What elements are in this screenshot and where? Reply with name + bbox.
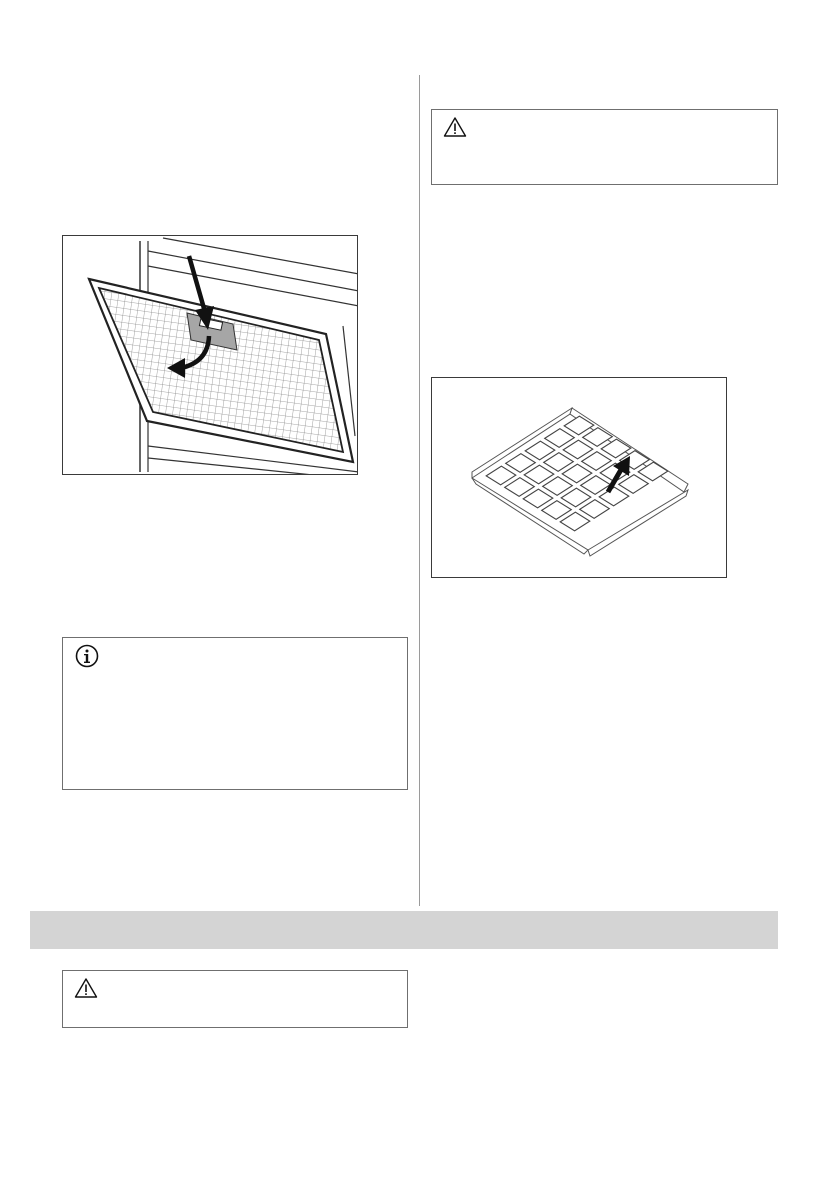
carbon-filter-figure (431, 377, 727, 578)
warning-note-box-section (62, 970, 408, 1028)
filter-grid-cell (543, 477, 573, 496)
info-note-box (62, 637, 408, 790)
filter-grid-cell (580, 500, 610, 519)
filter-grid-cell (563, 440, 593, 459)
filter-grid-cell (562, 464, 592, 483)
filter-grid-cell (561, 488, 591, 507)
filter-grid-cell (505, 478, 535, 497)
filter-grid-cell (486, 466, 516, 485)
filter-grid-cell (542, 501, 572, 520)
filter-grid-cell (506, 454, 536, 473)
filter-grid-cell (545, 429, 575, 448)
grease-filter-figure (62, 235, 358, 475)
filter-grid-cell (524, 465, 554, 484)
filter-grid-cell (525, 441, 555, 460)
filter-grid-cell (560, 512, 590, 531)
filter-grid-cell (544, 453, 574, 472)
warning-note-box-right (431, 109, 778, 185)
filter-grid-cell (599, 487, 629, 506)
grease-filter-removal-illustration-icon (63, 236, 358, 475)
warning-triangle-icon (443, 116, 467, 138)
column-divider (419, 75, 420, 906)
filter-grid-cell (523, 489, 553, 508)
info-icon (74, 643, 100, 669)
filter-grid-cell (583, 428, 613, 447)
filter-grid-cell (619, 475, 649, 494)
filter-grid-cell (601, 439, 631, 458)
warning-triangle-icon (74, 977, 98, 999)
carbon-filter-removal-illustration-icon (432, 378, 727, 578)
filter-grid-cell (582, 452, 612, 471)
section-header-band (30, 911, 778, 949)
filter-grid-cell (581, 476, 611, 495)
